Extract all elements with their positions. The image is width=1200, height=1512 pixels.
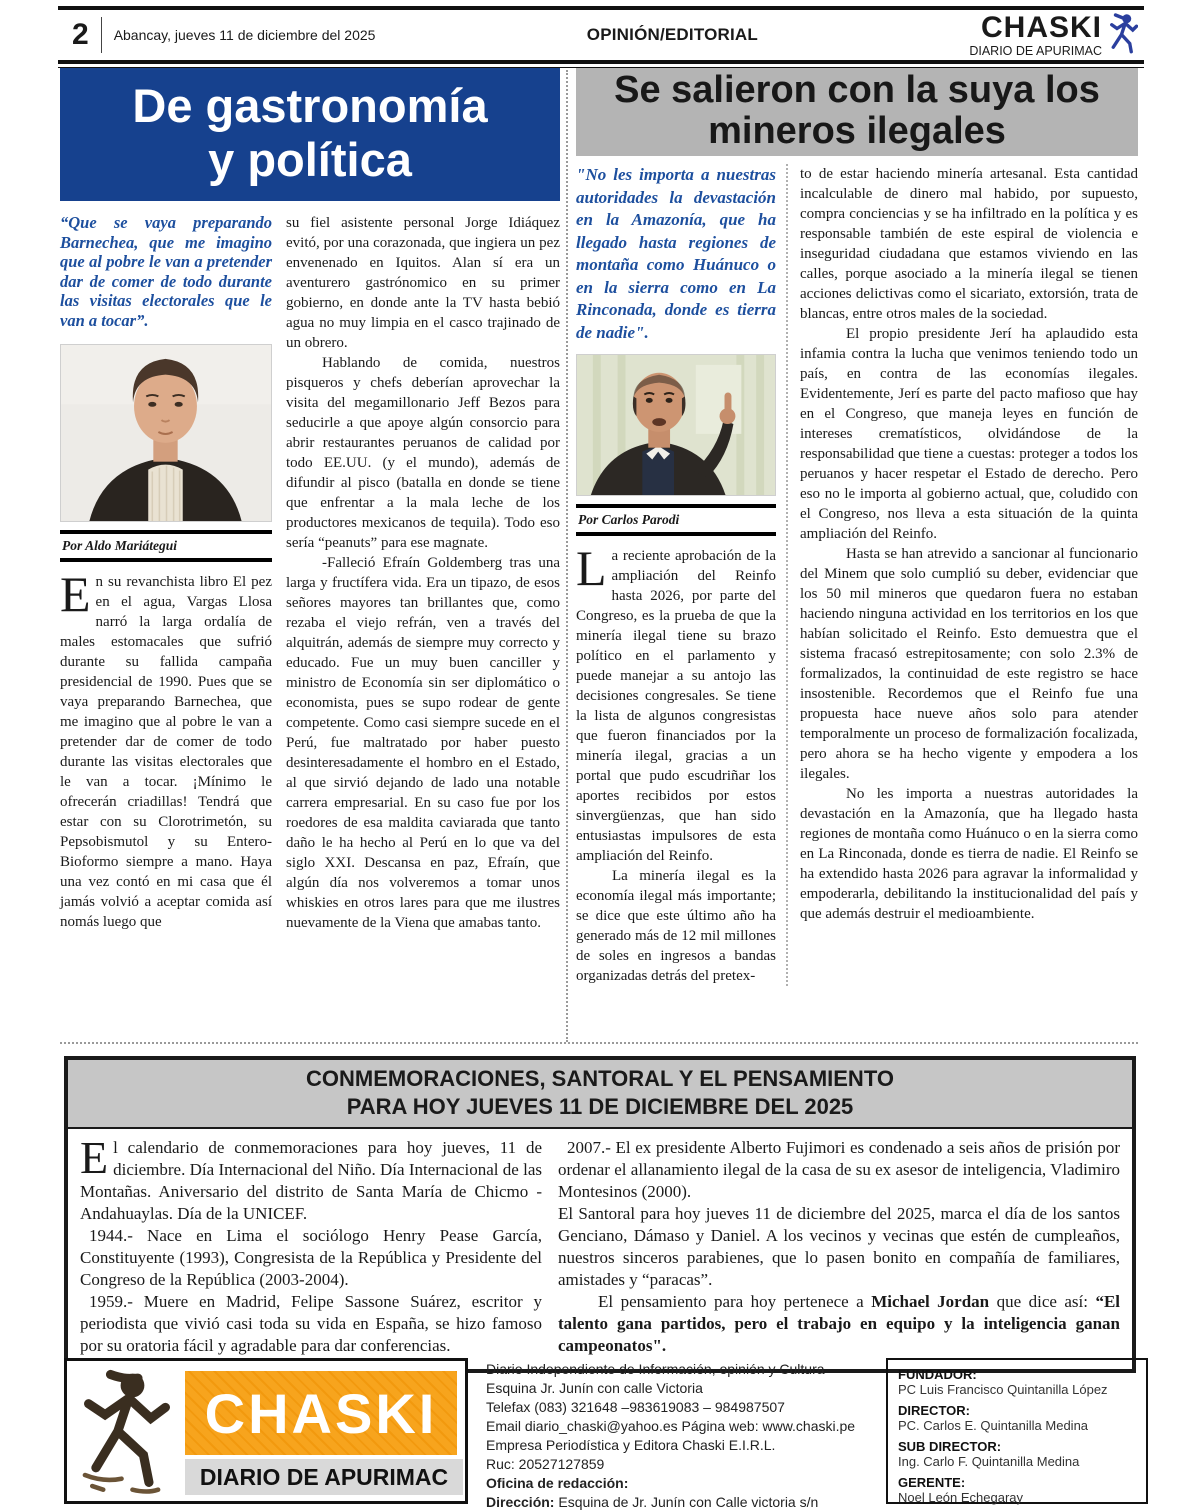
paragraph: El Santoral para hoy jueves 11 de diciembre del 2025, marca el día de los santos Genciano, Dámaso y Daniel. A los vecinos y vecinas que estén de cumpleaños, nuestros sinceros parabienes, que lo pasen bonito en compañía de familiares, amistades y “paracas”. [558, 1204, 1120, 1289]
author-photo-carlos-parodi [576, 354, 776, 496]
staff-entry [898, 1475, 1136, 1505]
text-run-bold: Michael Jordan [871, 1292, 990, 1311]
photo-caption: Por Aldo Mariátegui [62, 538, 178, 553]
title-line: mineros ilegales [708, 110, 1006, 152]
paragraph: 2007.- El ex presidente Alberto Fujimori es condenado a seis años de prisión por ordenar el allanamiento ilegal de la casa de su ex asesor de inteligencia, Vladimiro Montesinos (2000). [558, 1138, 1120, 1201]
page-footer [64, 1358, 1148, 1510]
pull-quote: “Que se vaya preparando Barnechea, que me imagino que al pobre le van a pretender dar de comer de todo durante las visitas electorales que le van a tocar”. [60, 213, 272, 330]
info-line: Email diario_chaski@yahoo.es Página web: www.chaski.pe [486, 1418, 856, 1434]
drop-cap: E [80, 1132, 109, 1183]
drop-cap: E [60, 566, 91, 622]
footer-contact-info [486, 1360, 878, 1512]
column-divider-vertical [566, 70, 568, 1042]
paragraph: to de estar haciendo minería artesanal. Esta cantidad incalculable de dinero mal habido, por supuesto, compra conciencias y se ha infiltrado en la política y es responsable también de este espiral de violencia e inseguridad ciudadana que estamos viviendo en las calles, porque asociado a la minería ilegal se tienen acciones delictivas como el sicariato, extorsión, trata de blancas, entre otros males de la sociedad. [800, 166, 1138, 322]
brand-name: CHASKI [980, 10, 1102, 44]
paragraph: 1944.- Nace en Lima el sociólogo Henry Pease García, Constituyente (1993), Congresista de la República y Presidente del Congreso de la República (2003-2004). [80, 1226, 542, 1289]
text-run: El pensamiento para hoy pertenece a [598, 1292, 872, 1311]
staff-role: GERENTE: [898, 1475, 966, 1490]
paragraph: No les importa a nuestras autoridades la devastación en la Amazonía, que ha llegado hasta regiones de montaña como Huánuco o en la sierra como en La Rinconada, donde es tierra de nadie. El Reinfo se ha extendido hasta 2026 para agravar la informalidad y empoderarla, debilitando la institucionalidad del país y que además destruir el medioambiente. [800, 786, 1138, 922]
article-mineros-ilegales [576, 68, 1138, 986]
chaski-logo-wordmark [185, 1371, 457, 1455]
paragraph: n su revanchista libro El pez en el agua, Vargas Llosa narró la larga ordalía de males estomacales que sufrió durante su fallida campaña presidencial de 1990. Pues que se vaya preparando Barnechea, que me imagino que al pobre le van a pretender dar de comer de todo durante las visitas electorales que le van a tocar. ¡Mínimo le ofrecerán criadillas! Tendrá que estar con su Clorotrimetón, su Pepsobismutol y su Entero-Bioformo siempre a mano. Haya una vez contó en mi casa que él jamás volvió a aceptar comida así nomás luego que [60, 574, 272, 930]
conmemoraciones-left-column [80, 1132, 542, 1357]
article-body [286, 213, 560, 933]
text-run-bold: “El talento gana partidos, pero el trabajo en equipo y la inteligencia ganan campeonatos". [558, 1292, 1120, 1355]
article-gastronomia-politica [60, 68, 560, 933]
chaski-runner-icon [1108, 11, 1138, 59]
info-line-direccion [486, 1493, 878, 1512]
conmemoraciones-title [68, 1060, 1132, 1129]
logo-brand-text: CHASKI [204, 1381, 438, 1445]
conmemoraciones-box [64, 1056, 1136, 1373]
header-bottom-rule [58, 60, 1144, 64]
direccion-label: Dirección: [486, 1494, 555, 1510]
right-article-column-2 [786, 164, 1138, 986]
paragraph: El propio presidente Jerí ha aplaudido esta infamia contra la lucha que venimos teniendo todo un país, en contra de las economías ilegales. Evidentemente, Jerí es parte del pacto mafioso que hay en el Congreso, que maneja leyes en función de intereses crematísticos, olvidándose de la responsabilidad que tiene a cuestas: proteger a todos los peruanos y hacer respetar el Estado de derecho. Pero eso no le importa al gobierno actual, que, coludido con el Congreso, nos lleva a esta situación de la quinta ampliación del Reinfo. [800, 326, 1138, 542]
paragraph: -Falleció Efraín Goldemberg tras una larga y fructífera vida. Era un tipazo, de esos señores mayores tan brillantes que, como rezaba el viejo refrán, ven a través del alquitrán, además de siempre muy correcto y educado. Fue un muy buen canciller y ministro de Economía sin ser diplomático o economista, pues se supo rodear de gente competente. Como casi siempre sucede en el Perú, fue maltratado por haber puesto desinteresadamente el hombro en el Estado, al que sirvió dejando de lado una notable carrera empresarial. En su caso fue por los roedores de esa maldita caviarada que tanto daño le ha hecho al Perú en lo que va del siglo XXI. Descansa en paz, Efraín, que algún día nos volveremos a tomar unos whiskies en otros lares para que me ilustres nuevamente de la Viena que amabas tanto. [286, 555, 560, 931]
info-line-oficina: Oficina de redacción: [486, 1475, 629, 1491]
staff-role: DIRECTOR: [898, 1403, 970, 1418]
staff-name: Ing. Carlo F. Quintanilla Medina [898, 1454, 1080, 1469]
logo-subtitle-text: DIARIO DE APURIMAC [199, 1463, 449, 1490]
page-number: 2 [72, 18, 89, 51]
paragraph: su fiel asistente personal Jorge Idiáquez evitó, por una corazonada, que ingiera un pez envenenado en Iquitos. Alan sí era un aventurero gastrónomico en su primer gobierno, en donde ante la TV hasta bebió agua no muy limpia en el casco trajinado de un obrero. [286, 215, 560, 351]
brand-subtitle: DIARIO DE APURIMAC [969, 43, 1102, 58]
info-line: Ruc: 20527127859 [486, 1456, 605, 1472]
chaski-logo-box [64, 1358, 468, 1504]
paragraph: La minería ilegal es la economía ilegal más importante; se dice que este último año ha generado más de 12 mil millones de soles en ingresos a bandas organizadas detrás del pretex- [576, 868, 776, 984]
info-line: Esquina Jr. Junín con calle Victoria [486, 1380, 703, 1396]
info-line: Diario Independiente de Información, opinión y Cultura [486, 1361, 825, 1377]
chaski-logo-subtitle-bar [185, 1459, 463, 1495]
page-header [58, 6, 1144, 68]
info-line: Empresa Periodística y Editora Chaski E.I.R.L. [486, 1437, 776, 1453]
text-run: que dice así: [989, 1292, 1096, 1311]
staff-name: PC Luis Francisco Quintanilla López [898, 1382, 1108, 1397]
section-title: OPINIÓN/EDITORIAL [586, 25, 758, 44]
paragraph: Hablando de comida, nuestros pisqueros y chefs deberían aprovechar la visita del megamillonario Jeff Bezos para seducirle a que apoye algún consorcio para abrir restaurantes peruanos de calidad por todo EE.UU. (y el mundo), además de difundir al pisco (batalla en donde se tiene que enfrentar a la mala leche de los productores mexicanos de tequila). Todo eso sería “peanuts” para ese magnate. [286, 355, 560, 551]
title-line: Se salieron con la suya los [614, 69, 1100, 111]
title-line: PARA HOY JUEVES 11 DE DICIEMBRE DEL 2025 [346, 1094, 854, 1119]
paragraph: a reciente aprobación de la ampliación del Reinfo hasta 2026, por parte del Congreso, es la prueba de que la minería ilegal tiene su brazo político en el parlamento y puede manejar a su antojo las decisiones congresales. Se tiene la lista de algunos congresistas que fueron financiados por la minería ilegal, gracias a un portal que pudo escudriñar los aportes recibidos por estos sinvergüenzas, que han sido entusiastas impulsores de esta ampliación del Reinfo. [576, 548, 776, 864]
caption-rule [60, 558, 272, 562]
section-divider-horizontal [60, 1042, 1138, 1044]
edition-date: Abancay, jueves 11 de diciembre del 2025 [113, 27, 376, 43]
caption-rule [576, 532, 776, 536]
header-divider [101, 17, 102, 53]
staff-name: PC. Carlos E. Quintanilla Medina [898, 1418, 1089, 1433]
conmemoraciones-right-column [558, 1137, 1120, 1357]
author-photo-aldo-mariategui [60, 344, 272, 522]
chaski-runner-logo [73, 1369, 181, 1497]
staff-role: SUB DIRECTOR: [898, 1439, 1002, 1454]
info-line: Telefax (083) 321648 –983619083 – 984987507 [486, 1399, 785, 1415]
paragraph: Hasta se han atrevido a sancionar al funcionario del Minem que solo cumplió su deber, evidenciar que los 50 mil mineros que quedaron fuera no estaban haciendo ninguna actividad en los territorios en los que habían solicitado el Reinfo. Esto demuestra que el sistema fracasó estrepitosamente; con solo 2.3% de formalizados, la continuidad de este registro se hace insostenible. Recordemos que el Reinfo fue una propuesta hace nueve años solo para atender temporalmente un proceso de formalización focalizada, pero ahora se ha hecho vigente y empodera a los ilegales. [800, 546, 1138, 782]
masthead-brand [969, 11, 1138, 59]
title-line: CONMEMORACIONES, SANTORAL Y EL PENSAMIENTO [306, 1066, 894, 1091]
left-article-column-2 [286, 213, 560, 933]
staff-name: Noel León Echegaray [898, 1490, 1024, 1505]
staff-role: FUNDADOR: [898, 1367, 977, 1382]
direccion-value: Esquina de Jr. Junín con Calle victoria s/n [554, 1494, 819, 1510]
article-body [800, 164, 1138, 924]
staff-entry [898, 1403, 1136, 1433]
article-title-right [576, 68, 1138, 156]
staff-entry [898, 1367, 1136, 1397]
article-title-left [60, 68, 560, 201]
staff-box [886, 1358, 1148, 1504]
paragraph: l calendario de conmemoraciones para hoy jueves, 11 de diciembre. Día Internacional del Niño. Día Internacional de las Montañas. Aniversario del distrito de Santa María de Chicmo -Andahuaylas. Día de la UNICEF. [80, 1138, 542, 1223]
title-line: y política [208, 133, 412, 186]
pull-quote: "No les importa a nuestras autoridades la devastación en la Amazonía, que ha llegado hasta regiones de montaña como Huánuco o en la sierra como en La Rinconada, donde es tierra de nadie". [576, 165, 776, 342]
drop-cap: L [576, 540, 607, 596]
staff-entry [898, 1439, 1136, 1469]
title-line: De gastronomía [132, 79, 488, 132]
photo-caption: Por Carlos Parodi [578, 512, 680, 527]
article-body [60, 566, 272, 932]
article-body [576, 540, 776, 986]
left-article-column-1 [60, 213, 272, 933]
paragraph: 1959.- Muere en Madrid, Felipe Sassone Suárez, escritor y periodista que vivió casi toda su vida en España, se hizo famoso por su oratoria fácil y agradable para dar conferencias. [80, 1292, 542, 1355]
paragraph-pensamiento [558, 1291, 1120, 1357]
right-article-column-1 [576, 164, 776, 986]
